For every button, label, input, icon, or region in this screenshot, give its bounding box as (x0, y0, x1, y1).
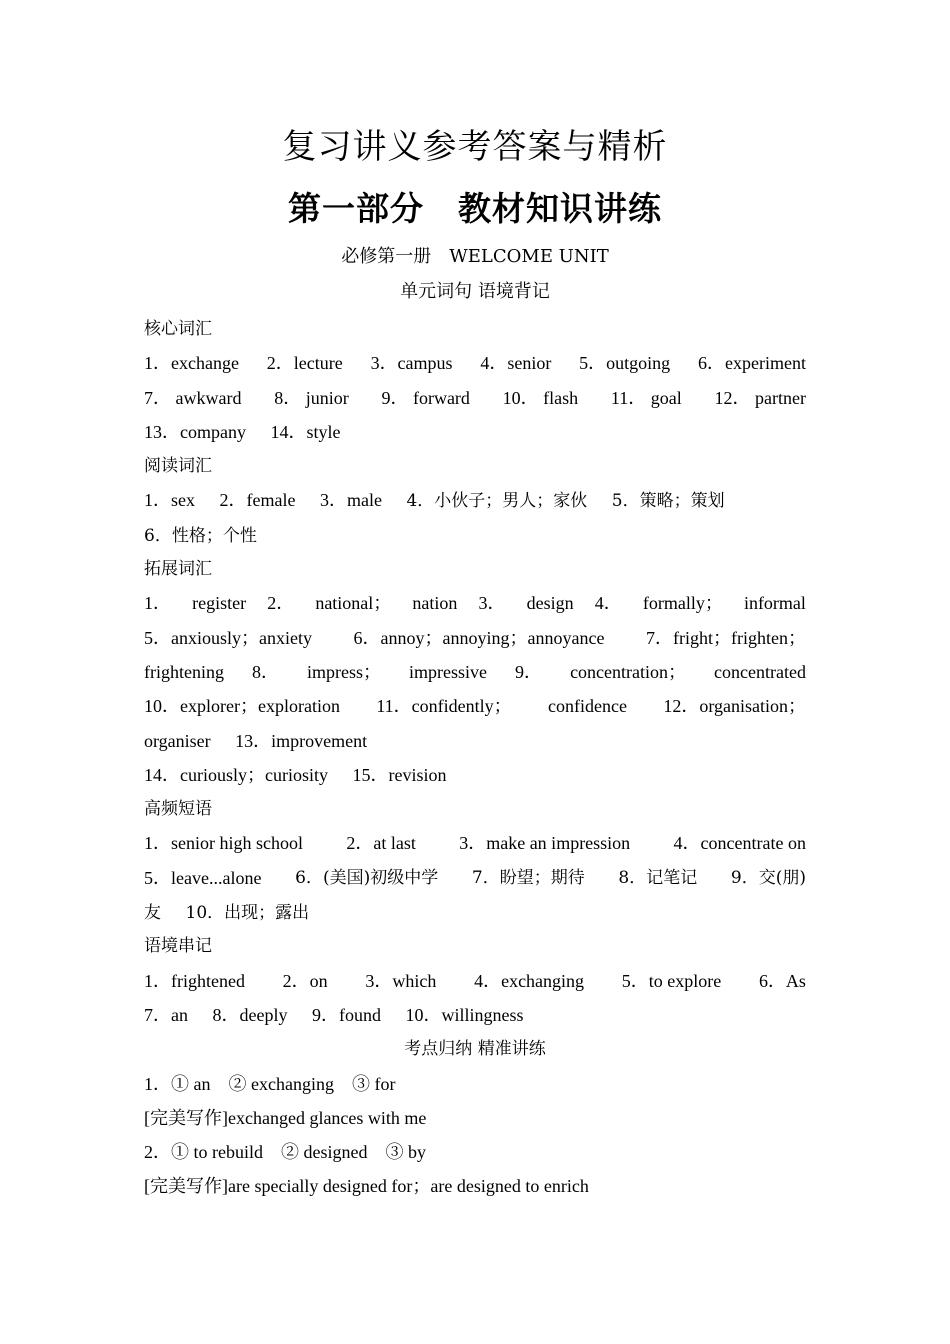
answer-item: 3．which (365, 970, 437, 991)
answer-item: 7． awkward (144, 387, 242, 408)
core-vocab-row (144, 415, 806, 449)
answer-item: 7．an (144, 1004, 188, 1025)
extended-vocab-row (144, 724, 806, 758)
answer-item: 2．female (219, 490, 296, 511)
answer-item: 10．出现；露出 (185, 903, 310, 924)
part-name: 教材知识讲练 (458, 189, 662, 228)
answer-item: informal (743, 593, 806, 614)
answer-item: nation (412, 593, 458, 614)
perfect-writing: [完美写作]are specially designed for；are designed to enrich (144, 1176, 589, 1197)
answer-item: 1．senior high school (144, 833, 303, 854)
phrases-row (144, 861, 806, 895)
answer-item: national； (315, 593, 392, 614)
answer-item: 1．sex (144, 490, 195, 511)
document-title: 复习讲义参考答案与精析 (282, 127, 668, 167)
answer-item: 9． (515, 661, 543, 682)
context-row (144, 964, 806, 998)
answer-item: 10． flash (502, 387, 579, 408)
answer-item: 8． (252, 661, 279, 682)
reading-vocab-heading: 阅读词汇 (144, 456, 212, 477)
answer-item: 13．improvement (235, 730, 368, 751)
reading-vocab-row (144, 518, 806, 552)
answer-item: 9．交(朋) (730, 867, 806, 888)
answer-item: 11．confidently； (376, 696, 512, 717)
answer-item: 6．性格；个性 (144, 525, 257, 546)
answer-item: register (192, 593, 247, 614)
answer-item: 12． partner (714, 387, 806, 408)
answer-item: concentration； (570, 661, 687, 682)
answer-item: 6．annoy；annoying；annoyance (353, 627, 605, 648)
answer-item: 5．anxiously；anxiety (144, 627, 312, 648)
answer-item: impress； (307, 661, 382, 682)
answer-item: 12．organisation； (663, 696, 806, 717)
book-title: 必修第一册 WELCOME UNIT (341, 246, 609, 267)
answer-item: 1． (144, 593, 171, 614)
answer-item: 3．male (319, 490, 382, 511)
answer-item: impressive (409, 661, 488, 682)
answer-item: 2．at last (346, 833, 416, 854)
answer-item: 4．小伙子；男人；家伙 (406, 491, 588, 512)
answer-item: 15．revision (352, 764, 447, 785)
point-answer: 2．① to rebuild ② designed ③ by (144, 1142, 426, 1163)
answer-item: 2． (267, 593, 295, 614)
answer-item: 2．lecture (266, 353, 343, 374)
context-row (144, 998, 806, 1032)
answer-item: concentrated (714, 661, 806, 682)
extended-vocab-row (144, 758, 806, 792)
extended-vocab-heading: 拓展词汇 (144, 559, 212, 580)
answer-item: 5．策略；策划 (611, 491, 725, 512)
core-vocab-row (144, 381, 806, 415)
answer-content (144, 312, 806, 1204)
answer-item: 8．记笔记 (618, 867, 698, 888)
answer-item: 10．explorer；exploration (144, 696, 340, 717)
answer-item: formally； (642, 593, 723, 614)
answer-item: 7．盼望；期待 (471, 867, 585, 888)
answer-item: 3．campus (370, 353, 453, 374)
perfect-writing: [完美写作]exchanged glances with me (144, 1107, 427, 1128)
answer-item: frightening (144, 661, 224, 682)
answer-item: 14．style (270, 421, 341, 442)
answer-item: 4．concentrate on (673, 833, 806, 854)
answer-item: 14．curiously；curiosity (144, 764, 328, 785)
answer-item: 9．found (311, 1004, 381, 1025)
extended-vocab-row (144, 621, 806, 655)
answer-item: 8．deeply (212, 1004, 288, 1025)
reading-vocab-row (144, 483, 806, 517)
phrases-row (144, 826, 806, 860)
extended-vocab-row (144, 689, 806, 723)
answer-item: 6．As (758, 970, 806, 991)
answer-item: 1．frightened (144, 970, 245, 991)
answer-item: 1．exchange (144, 353, 239, 374)
answer-item: organiser (144, 730, 211, 751)
answer-item: 13．company (144, 421, 246, 442)
answer-item: 10．willingness (405, 1004, 524, 1025)
phrases-row (144, 895, 806, 929)
extended-vocab-row (144, 655, 806, 689)
phrases-heading: 高频短语 (144, 799, 212, 820)
answer-item: 9． forward (381, 387, 470, 408)
answer-item: 5．leave...alone (144, 867, 262, 888)
answer-item: 3．make an impression (459, 833, 631, 854)
extended-vocab-row (144, 586, 806, 620)
answer-item: 4．senior (480, 353, 552, 374)
section-heading-points: 考点归纳 精准讲练 (404, 1039, 546, 1060)
answer-item: 5．to explore (621, 970, 722, 991)
answer-item: 友 (144, 903, 161, 924)
answer-item: 4．exchanging (474, 970, 585, 991)
part-title (0, 186, 950, 232)
answer-item: 6．experiment (698, 353, 806, 374)
answer-item: 11． goal (610, 387, 682, 408)
answer-item: 7．fright；frighten； (646, 627, 806, 648)
core-vocab-heading: 核心词汇 (144, 319, 212, 339)
answer-item: design (526, 593, 574, 614)
section-heading-words: 单元词句 语境背记 (400, 281, 550, 302)
core-vocab-row (144, 346, 806, 380)
answer-item: confidence (548, 696, 627, 717)
answer-item: 8． junior (274, 387, 349, 408)
answer-item: 2．on (282, 970, 328, 991)
answer-item: 6．(美国)初级中学 (295, 867, 439, 888)
context-heading: 语境串记 (144, 936, 212, 957)
answer-item: 5．outgoing (579, 353, 671, 374)
part-label: 第一部分 (288, 189, 424, 228)
answer-item: 4． (594, 593, 622, 614)
point-answer: 1．① an ② exchanging ③ for (144, 1073, 396, 1094)
answer-item: 3． (478, 593, 506, 614)
